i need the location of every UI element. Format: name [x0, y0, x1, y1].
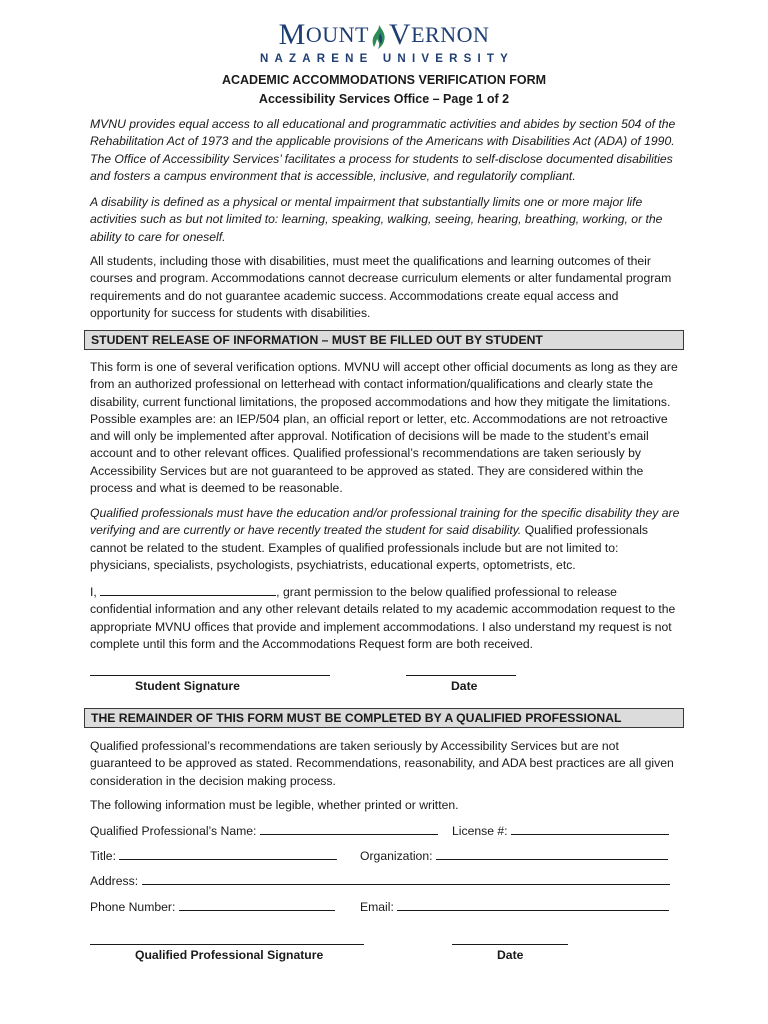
organization-input[interactable] [436, 847, 668, 860]
logo-word2-cap: V [388, 18, 412, 51]
intro-paragraph-3: All students, including those with disabilities, must meet the qualifications and learning outcomes of their courses and program. Accommodations cannot decrease curriculum elements or alter fundamental program requirements and do not guarantee academic success. Accommodations create equal access and opportunity for success for students with disabilities. [90, 254, 672, 320]
license-field [452, 822, 669, 838]
professional-name-input[interactable] [260, 822, 438, 835]
student-name-blank[interactable] [100, 583, 276, 596]
professional-name-field [90, 822, 438, 838]
address-label: Address: [90, 874, 139, 888]
phone-field [90, 898, 335, 914]
email-input[interactable] [397, 898, 669, 911]
logo-subtitle: NAZARENE UNIVERSITY [260, 53, 514, 65]
professional-paragraph-2: The following information must be legible, whether printed or written. [90, 798, 459, 812]
student-paragraph-3 [90, 583, 680, 653]
phone-input[interactable] [179, 898, 335, 911]
title-label: Title: [90, 849, 116, 863]
university-logo [0, 18, 768, 65]
logo-word1-rest: OUNT [305, 22, 369, 47]
form-subtitle: Accessibility Services Office – Page 1 of 2 [258, 92, 510, 106]
form-title: ACADEMIC ACCOMMODATIONS VERIFICATION FORM [221, 73, 547, 87]
flame-icon [371, 24, 387, 50]
license-label: License #: [452, 824, 508, 838]
phone-label: Phone Number: [90, 900, 176, 914]
professional-date-label: Date [497, 948, 524, 962]
title-field [90, 847, 337, 863]
permission-prefix: I, [90, 585, 101, 599]
email-label: Email: [360, 900, 394, 914]
organization-field [360, 847, 668, 863]
address-input[interactable] [142, 872, 670, 885]
title-input[interactable] [119, 847, 337, 860]
student-signature-line[interactable] [90, 675, 330, 676]
student-date-line[interactable] [406, 675, 516, 676]
student-section-heading: STUDENT RELEASE OF INFORMATION – MUST BE FILLED OUT BY STUDENT [84, 330, 684, 350]
email-field [360, 898, 669, 914]
professional-date-line[interactable] [452, 944, 568, 945]
logo-wordmark [279, 18, 490, 52]
student-date-label: Date [451, 679, 478, 693]
professional-paragraph-1: Qualified professional’s recommendations are taken seriously by Accessibility Services but are not guaranteed to be approved as stated. Recommendations, reasonability, and ADA best practices are all given consideration in the decision making process. [90, 739, 674, 788]
professional-section-heading: THE REMAINDER OF THIS FORM MUST BE COMPLETED BY A QUALIFIED PROFESSIONAL [84, 708, 684, 728]
intro-paragraph-2: A disability is defined as a physical or mental impairment that substantially limits one or more major life activities such as but not limited to: learning, speaking, walking, seeing, hearing, breathing, working, or the ability to care for oneself. [90, 195, 663, 244]
address-field [90, 872, 670, 888]
organization-label: Organization: [360, 849, 433, 863]
student-paragraph-2 [90, 505, 680, 574]
qualified-definition-rest: Qualified professionals cannot be related to the student. Examples of qualified professionals include but are not limited to: physicians, specialists, psychologists, psychiatrists, educational experts, optometrists, etc. [90, 523, 648, 572]
student-paragraph-1: This form is one of several verification options. MVNU will accept other official documents as long as they are from an authorized professional on letterhead with contact information/qualifications and clearly state the disability, current functional limitations, the proposed accommodations and how they mitigate the limitations. Possible examples are: an IEP/504 plan, an official report or letter, etc. Accommodations are not retroactive and will only be implemented after approval. Notification of decisions will be made to the student’s email account and to other relevant offices. Qualified professional’s recommendations are taken seriously by Accessibility Services but are not guaranteed to be approved as stated. They are considered within the process and what is deemed to be reasonable. [90, 360, 678, 496]
logo-word2-rest: ERNON [411, 22, 490, 47]
professional-name-label: Qualified Professional’s Name: [90, 824, 257, 838]
license-input[interactable] [511, 822, 669, 835]
professional-signature-line[interactable] [90, 944, 364, 945]
permission-text: , grant permission to the below qualified professional to release confidential information and any other relevant details related to my academic accommodation request to the appropriate MVNU offices that provide and implement accommodations. I also understand my request is not complete until this form and the Accommodations Request form are both received. [90, 585, 676, 651]
logo-word1-cap: M [278, 18, 306, 51]
professional-signature-label: Qualified Professional Signature [135, 948, 324, 962]
student-signature-label: Student Signature [135, 679, 240, 693]
qualified-definition-italic: Qualified professionals must have the education and/or professional training for the specific disability they are verifying and are currently or have recently treated the student for said disability. [90, 506, 680, 538]
intro-paragraph-1: MVNU provides equal access to all educational and programmatic activities and abides by section 504 of the Rehabilitation Act of 1973 and the applicable provisions of the Americans with Disabilities Act (ADA) of 1990. The Office of Accessibility Services’ facilitates a process for students to self-disclose documented disabilities and fosters a campus environment that is accessible, inclusive, and regulatorily compliant. [90, 117, 676, 183]
